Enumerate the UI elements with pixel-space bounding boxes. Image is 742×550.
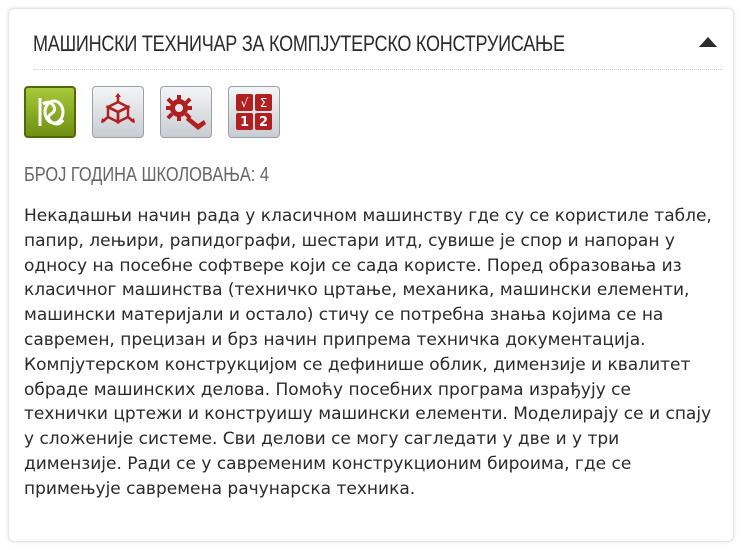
gear-icon bbox=[164, 92, 208, 132]
spring-icon bbox=[30, 92, 70, 132]
math-symbols-icon-button[interactable] bbox=[228, 86, 280, 138]
school-years-label: БРОЈ ГОДИНА ШКОЛОВАЊА: 4 bbox=[24, 164, 270, 186]
cube-axes-icon bbox=[98, 92, 138, 132]
panel-header bbox=[33, 25, 723, 70]
math-one-label: 1 bbox=[239, 115, 250, 130]
gear-icon-button[interactable] bbox=[160, 86, 212, 138]
panel-title: МАШИНСКИ ТЕХНИЧАР ЗА КОМПЈУТЕРСКО КОНСТРУИСАЊЕ bbox=[33, 31, 565, 56]
math-sigma-label: Σ bbox=[259, 96, 268, 110]
math-symbols-icon bbox=[234, 92, 274, 132]
icon-button-row bbox=[24, 86, 280, 142]
cube-axes-icon-button[interactable] bbox=[92, 86, 144, 138]
math-two-label: 2 bbox=[258, 115, 269, 130]
spring-icon-button[interactable] bbox=[24, 86, 76, 138]
program-description: Некадашњи начин рада у класичном машинству где су се користиле табле, папир, лењири, рапидографи, шестари итд, сувише је спор и напоран у односу на посебне софтвере који се сада користе. Поред образовања из класичног машинства (техничко цртање, механика, машински елементи, машински материјали и остало) стичу се потребна знања којима се на савремен, прецизан и брз начин припрема техничка документација. Компјутерском конструкцијом се дефинише облик, димензије и квалитет обраде машинских делова. Помоћу посебних програма израђују се технички цртежи и конструишу машински елементи. Моделирају се и спају у сложеније системе. Сви делови се могу сагледати у две и у три димензије. Ради се у савременим конструкционим бироима, где се примењује савремена рачунарска техника. bbox=[24, 206, 712, 499]
collapse-triangle-up-icon[interactable] bbox=[699, 37, 717, 47]
math-sqrt-label: √ bbox=[240, 96, 249, 110]
